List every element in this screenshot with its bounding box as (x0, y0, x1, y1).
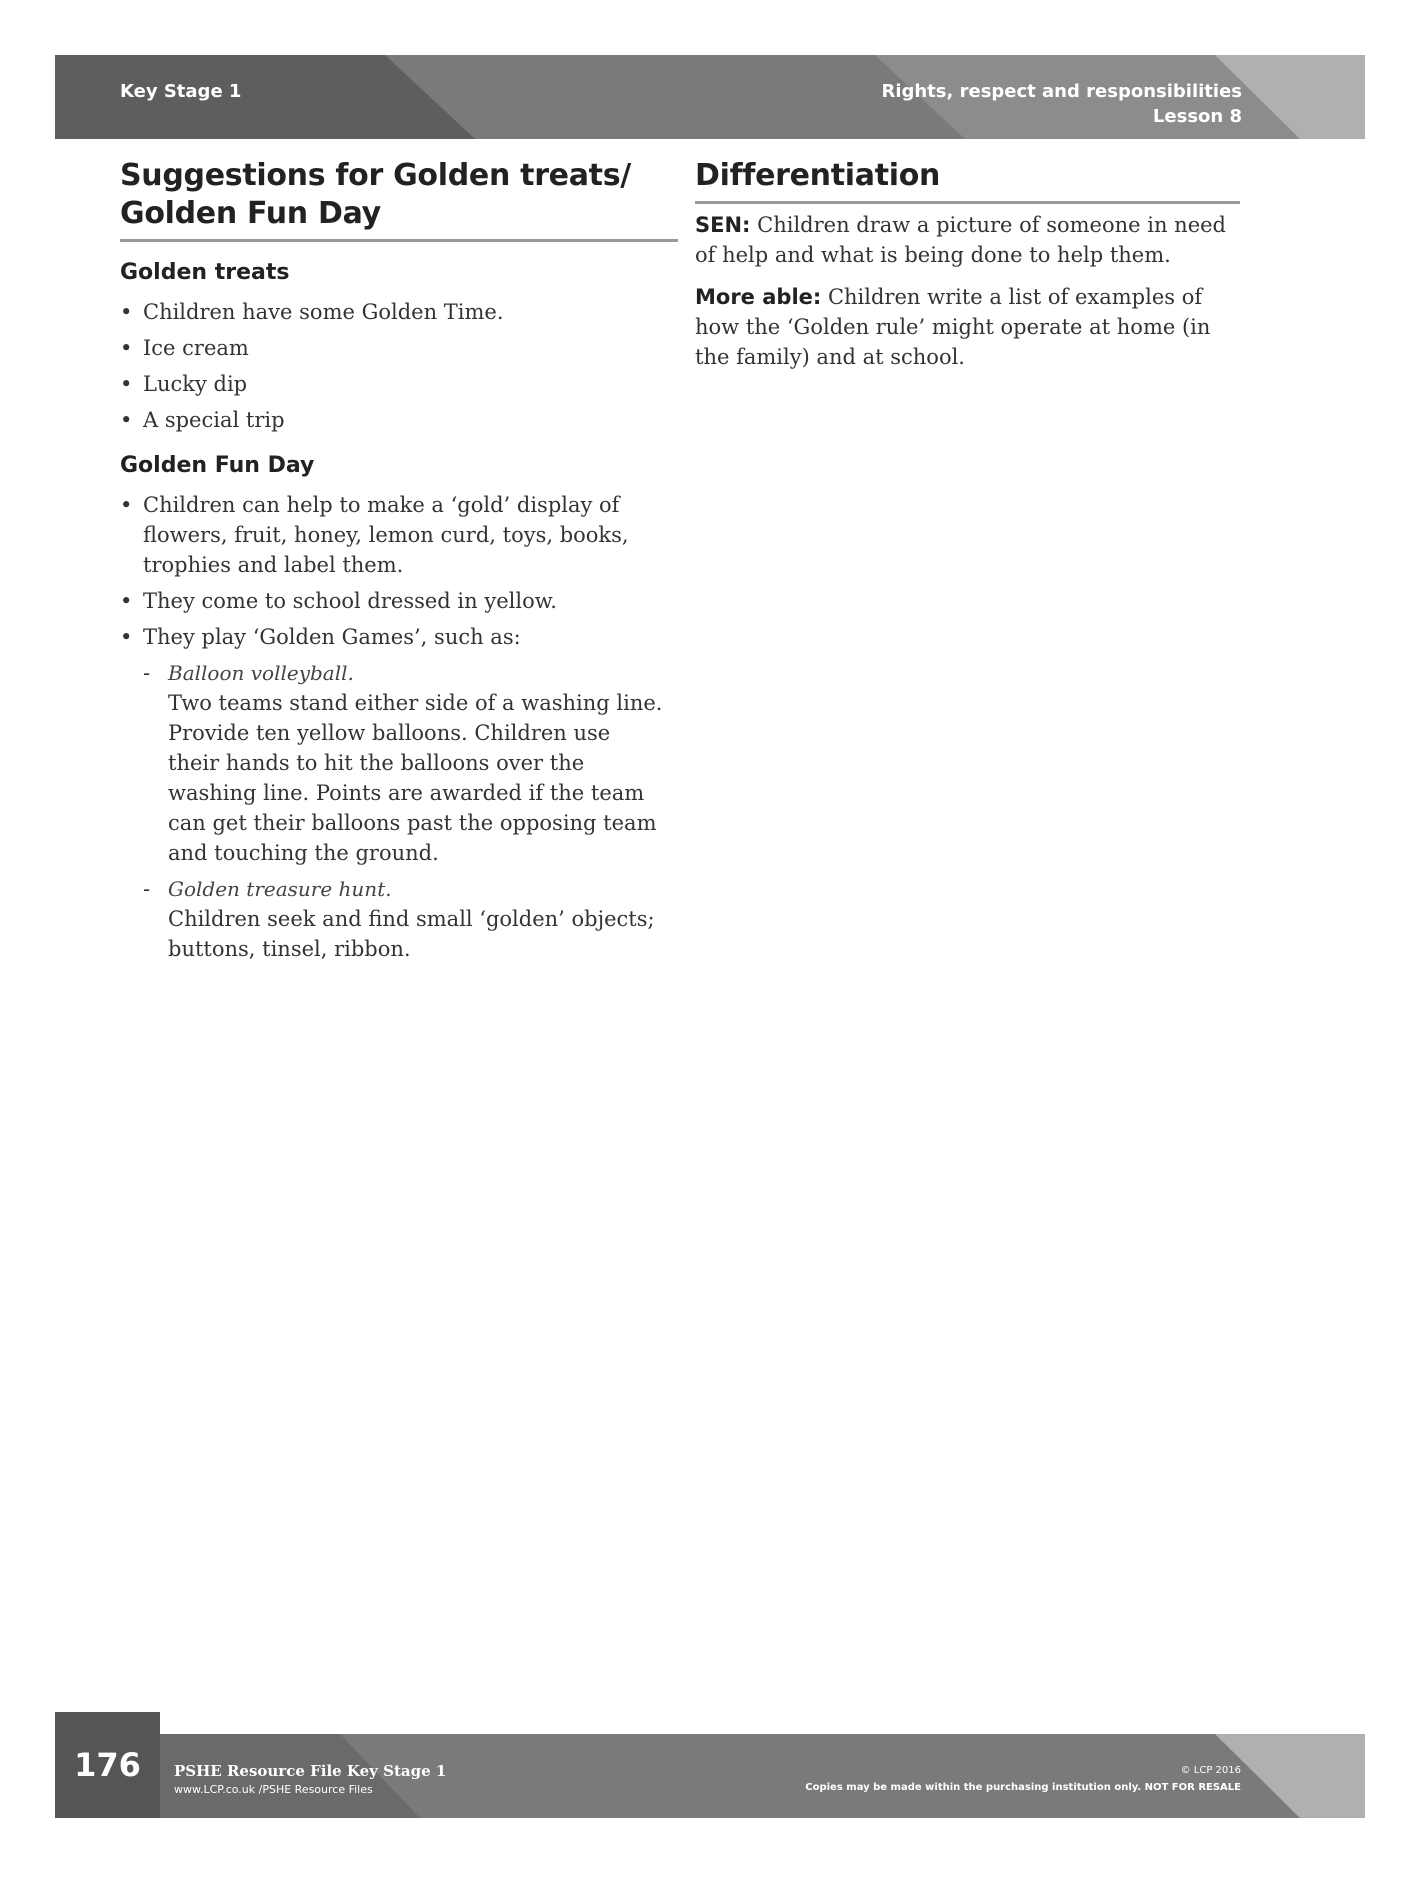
sen-paragraph (695, 210, 1240, 270)
footer-notice: Copies may be made within the purchasing institution only. NOT FOR RESALE (805, 1782, 1241, 1793)
golden-treats-heading: Golden treats (120, 260, 290, 285)
game-balloon-volleyball (120, 658, 665, 868)
list-item: • They come to school dressed in yellow. (120, 586, 665, 616)
list-item: • Children have some Golden Time. (120, 297, 665, 327)
footer-copyright: © LCP 2016 (1180, 1765, 1241, 1776)
page-header (55, 55, 1365, 139)
list-item: • Children can help to make a ‘gold’ display of flowers, fruit, honey, lemon curd, toys, books, trophies and label them. (120, 490, 665, 580)
header-topic (881, 79, 1242, 129)
dash-marker: - (143, 661, 151, 685)
header-key-stage: Key Stage 1 (120, 81, 242, 102)
golden-fun-day-list (120, 490, 665, 652)
page-footer (160, 1734, 1365, 1818)
list-item: • Ice cream (120, 333, 665, 363)
golden-treats-list (120, 297, 665, 435)
header-lesson: Lesson 8 (1152, 106, 1242, 127)
sen-label: SEN: (695, 213, 751, 237)
page-number: 176 (55, 1712, 160, 1818)
sen-text: Children draw a picture of someone in need of help and what is being done to help them. (695, 213, 1226, 267)
game-title: Balloon volleyball. (168, 661, 354, 685)
suggestions-title-line1: Suggestions for Golden treats/ (120, 158, 631, 193)
list-item: • A special trip (120, 405, 665, 435)
game-golden-treasure-hunt (120, 874, 665, 964)
game-description: Children seek and find small ‘golden’ objects; buttons, tinsel, ribbon. (168, 907, 655, 961)
dash-marker: - (143, 877, 151, 901)
header-topic-title: Rights, respect and responsibilities (881, 81, 1242, 102)
golden-fun-day-heading: Golden Fun Day (120, 453, 315, 478)
more-able-label: More able: (695, 285, 822, 309)
footer-url: www.LCP.co.uk /PSHE Resource Files (174, 1783, 373, 1796)
differentiation-title: Differentiation (695, 157, 1240, 204)
game-description: Two teams stand either side of a washing line. Provide ten yellow balloons. Children use their hands to hit the balloons over the washing line. Points are awarded if the team can get their balloons past the opposing team and touching the ground. (168, 691, 663, 865)
header-dark-band (55, 55, 475, 139)
footer-title: PSHE Resource File Key Stage 1 (174, 1762, 447, 1780)
list-item: • They play ‘Golden Games’, such as: (120, 622, 665, 652)
left-column (120, 157, 665, 968)
more-able-paragraph (695, 282, 1240, 372)
game-title: Golden treasure hunt. (168, 877, 392, 901)
suggestions-title (120, 157, 678, 242)
right-column (695, 157, 1240, 384)
suggestions-title-line2: Golden Fun Day (120, 196, 381, 231)
list-item: • Lucky dip (120, 369, 665, 399)
more-able-text: Children write a list of examples of how the ‘Golden rule’ might operate at home (in the family) and at school. (695, 285, 1211, 369)
footer-copyright-block (805, 1762, 1241, 1796)
